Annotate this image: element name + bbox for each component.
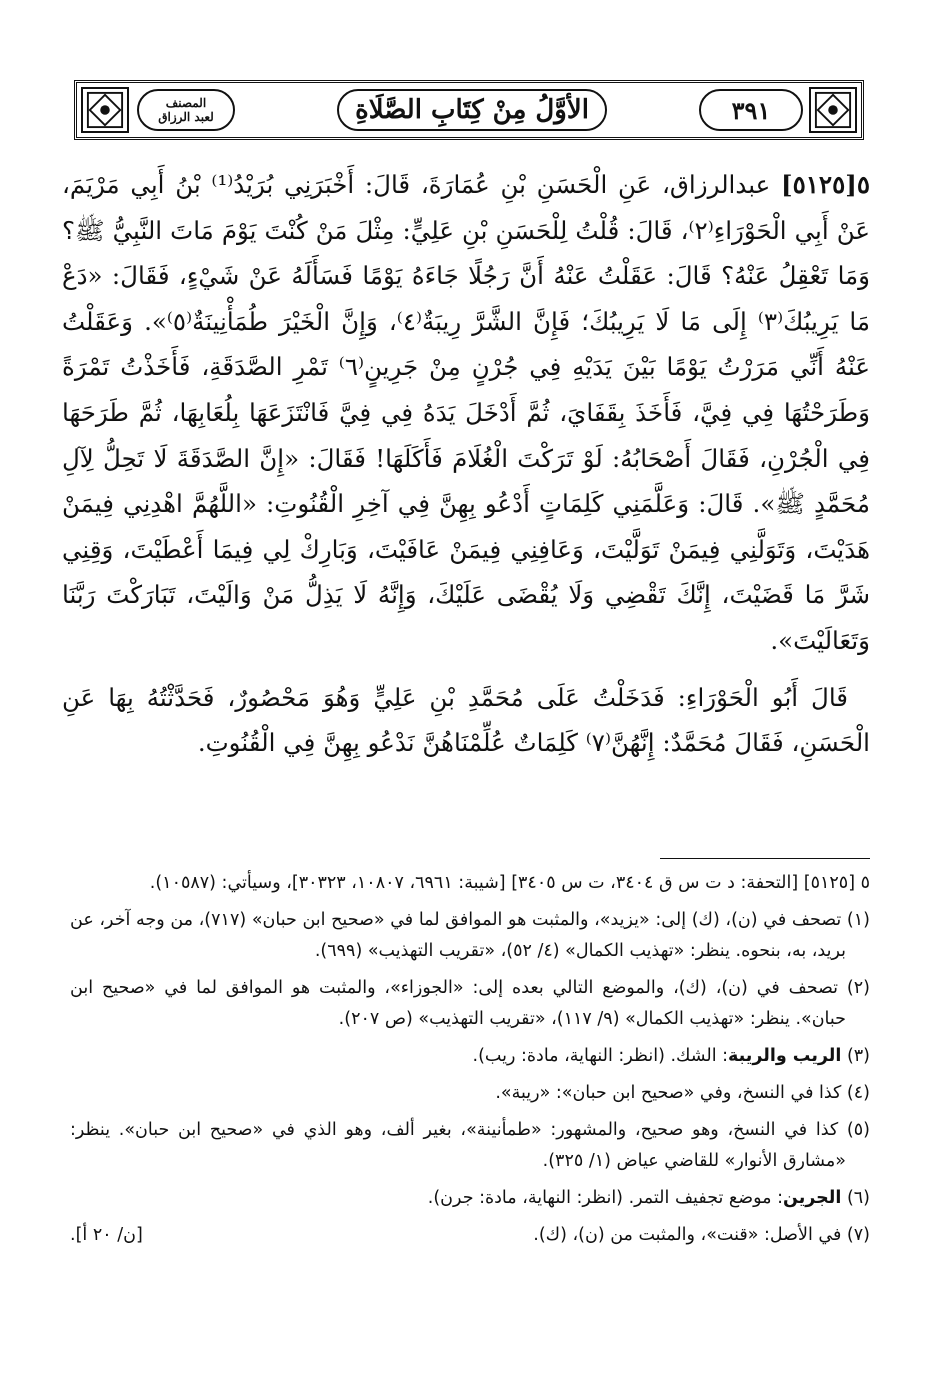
chapter-title: الأوَّلُ مِنْ كِتَابِ الصَّلَاةِ: [337, 89, 607, 131]
footnote-5: (٥) كذا في النسخ، وهو صحيح، والمشهور: «طمأنينة»، بغير ألف، وهو الذي في «صحيح ابن حبان». ينظر: «مشارق الأنوار» للقاضي عياض (١/ ٣٢٥).: [70, 1120, 870, 1171]
logo-line2: لعبد الرزاق: [158, 110, 214, 124]
takhrij-note: ٥ [٥١٢٥] [التحفة: د ت س ق ٣٤٠٤، ت س ٣٤٠٥] [شيبة: ٦٩٦١، ١٠٨٠٧، ٣٠٣٢٣]، وسيأتي: (١٠٥٨٧).: [149, 873, 870, 893]
footnote-4: (٤) كذا في النسخ، وفي «صحيح ابن حبان»: «ريبة».: [495, 1083, 870, 1103]
hadith-number: ٥[٥١٢٥]: [781, 170, 870, 199]
ornament-icon: [814, 91, 852, 129]
footnote-7: (٧) في الأصل: «قنت»، والمثبت من (ن)، (ك).: [533, 1225, 870, 1245]
hadith-text: عبدالرزاق، عَنِ الْحَسَنِ بْنِ عُمَارَةَ، قَالَ: أَخْبَرَنِي بُرَيْدُ⁽¹⁾ بْنُ أَبِي مَرْيَمَ، عَنْ أَبِي الْحَوْرَاءِ⁽٢⁾، قَالَ: قُلْتُ لِلْحَسَنِ بْنِ عَلِيٍّ: مِثْلَ مَنْ كُنْتَ يَوْمَ مَاتَ النَّبِيُّ ﷺ؟ وَمَا تَعْقِلُ عَنْهُ؟ قَالَ: عَقَلْتُ عَنْهُ أَنَّ رَجُلًا جَاءَهُ يَوْمًا فَسَأَلَهُ عَنْ شَيْءٍ، فَقَالَ: «دَعْ مَا يَرِيبُكَ⁽٣⁾ إِلَى مَا لَا يَرِيبُكَ؛ فَإِنَّ الشَّرَّ رِيبَةٌ⁽٤⁾، وَإِنَّ الْخَيْرَ طُمَأْنِينَةٌ⁽٥⁾». وَعَقَلْتُ عَنْهُ أَنِّي مَرَرْتُ يَوْمًا بَيْنَ يَدَيْهِ فِي جُرْنٍ مِنْ جَرِينٍ⁽٦⁾ تَمْرِ الصَّدَقَةِ، فَأَخَذْتُ تَمْرَةً وَطَرَحْتُهَا فِي فِيَّ، فَأَخَذَ بِقَفَايَ، ثُمَّ أَدْخَلَ يَدَهُ فِي فِيَّ فَانْتَزَعَهَا بِلُعَابِهَا، ثُمَّ طَرَحَهَا فِي الْجُرْنِ، فَقَالَ أَصْحَابُهُ: لَوْ تَرَكْتَ الْغُلَامَ فَأَكَلَهَا! فَقَالَ: «إِنَّ الصَّدَقَةَ لَا تَحِلُّ لِآلِ مُحَمَّدٍ ﷺ». قَالَ: وَعَلَّمَنِي كَلِمَاتٍ أَدْعُو بِهِنَّ فِي آخِرِ الْقُنُوتِ: «اللَّهُمَّ اهْدِنِي فِيمَنْ هَدَيْتَ، وَتَوَلَّنِي فِيمَنْ تَوَلَّيْتَ، وَعَافِنِي فِيمَنْ عَافَيْتَ، وَبَارِكْ لِي فِيمَا أَعْطَيْتَ، وَقِنِي شَرَّ مَا قَضَيْتَ، إِنَّكَ تَقْضِي وَلَا يُقْضَى عَلَيْكَ، وَإِنَّهُ لَا يَذِلُّ مَنْ وَالَيْتَ، تَبَارَكْتَ رَبَّنَا وَتَعَالَيْتَ».: [62, 170, 871, 655]
page-header: [74, 80, 864, 140]
footnote-6-term: الجرين: [782, 1188, 842, 1208]
footnote-6-number: (٦): [846, 1188, 870, 1208]
footnote-3-number: (٣): [846, 1046, 870, 1066]
ornament-icon: [86, 91, 124, 129]
footnote-6-text: : موضع تجفيف التمر. (انظر: النهاية، مادة: جرن).: [427, 1188, 783, 1208]
logo-line1: المصنف: [165, 96, 207, 110]
footnote-3-term: الريب والريبة: [728, 1046, 842, 1066]
footnote-3: [70, 1041, 870, 1072]
book-logo: [137, 89, 235, 131]
ornament-left: [81, 87, 129, 133]
hadith-paragraph: [62, 162, 870, 664]
folio-mark: [ن/ ٢٠ أ].: [70, 1225, 143, 1245]
footnote-divider: [660, 858, 870, 859]
footnotes: [70, 868, 870, 1251]
footnote-last-row: [70, 1220, 870, 1251]
second-paragraph: قَالَ أَبُو الْحَوْرَاءِ: فَدَخَلْتُ عَلَى مُحَمَّدِ بْنِ عَلِيٍّ وَهُوَ مَحْصُورٌ، فَحَدَّثْتُهُ بِهَا عَنِ الْحَسَنِ، فَقَالَ مُحَمَّدٌ: إِنَّهُنَّ⁽٧⁾ كَلِمَاتٌ عُلِّمْنَاهُنَّ نَدْعُو بِهِنَّ فِي الْقُنُوتِ.: [62, 682, 870, 758]
ornament-right: [809, 87, 857, 133]
footnote-1: (١) تصحف في (ن)، (ك) إلى: «يزيد»، والمثبت هو الموافق لما في «صحيح ابن حبان» (٧١٧)، من وجه آخر، عن بريد، به، بنحوه. ينظر: «تهذيب الكمال» (٤/ ٥٢)، «تقريب التهذيب» (٦٩٩).: [70, 910, 870, 961]
footnote-2: (٢) تصحف في (ن)، (ك)، والموضع التالي بعده إلى: «الجوزاء»، والمثبت هو الموافق لما في «صحيح ابن حبان». ينظر: «تهذيب الكمال» (٩/ ١١٧)، «تقريب التهذيب» (ص ٢٠٧).: [70, 978, 870, 1029]
footnote-3-text: : الشك. (انظر: النهاية، مادة: ريب).: [472, 1046, 729, 1066]
page-number: ٣٩١: [699, 89, 803, 131]
main-text: [62, 162, 870, 766]
footnote-6: [70, 1183, 870, 1214]
